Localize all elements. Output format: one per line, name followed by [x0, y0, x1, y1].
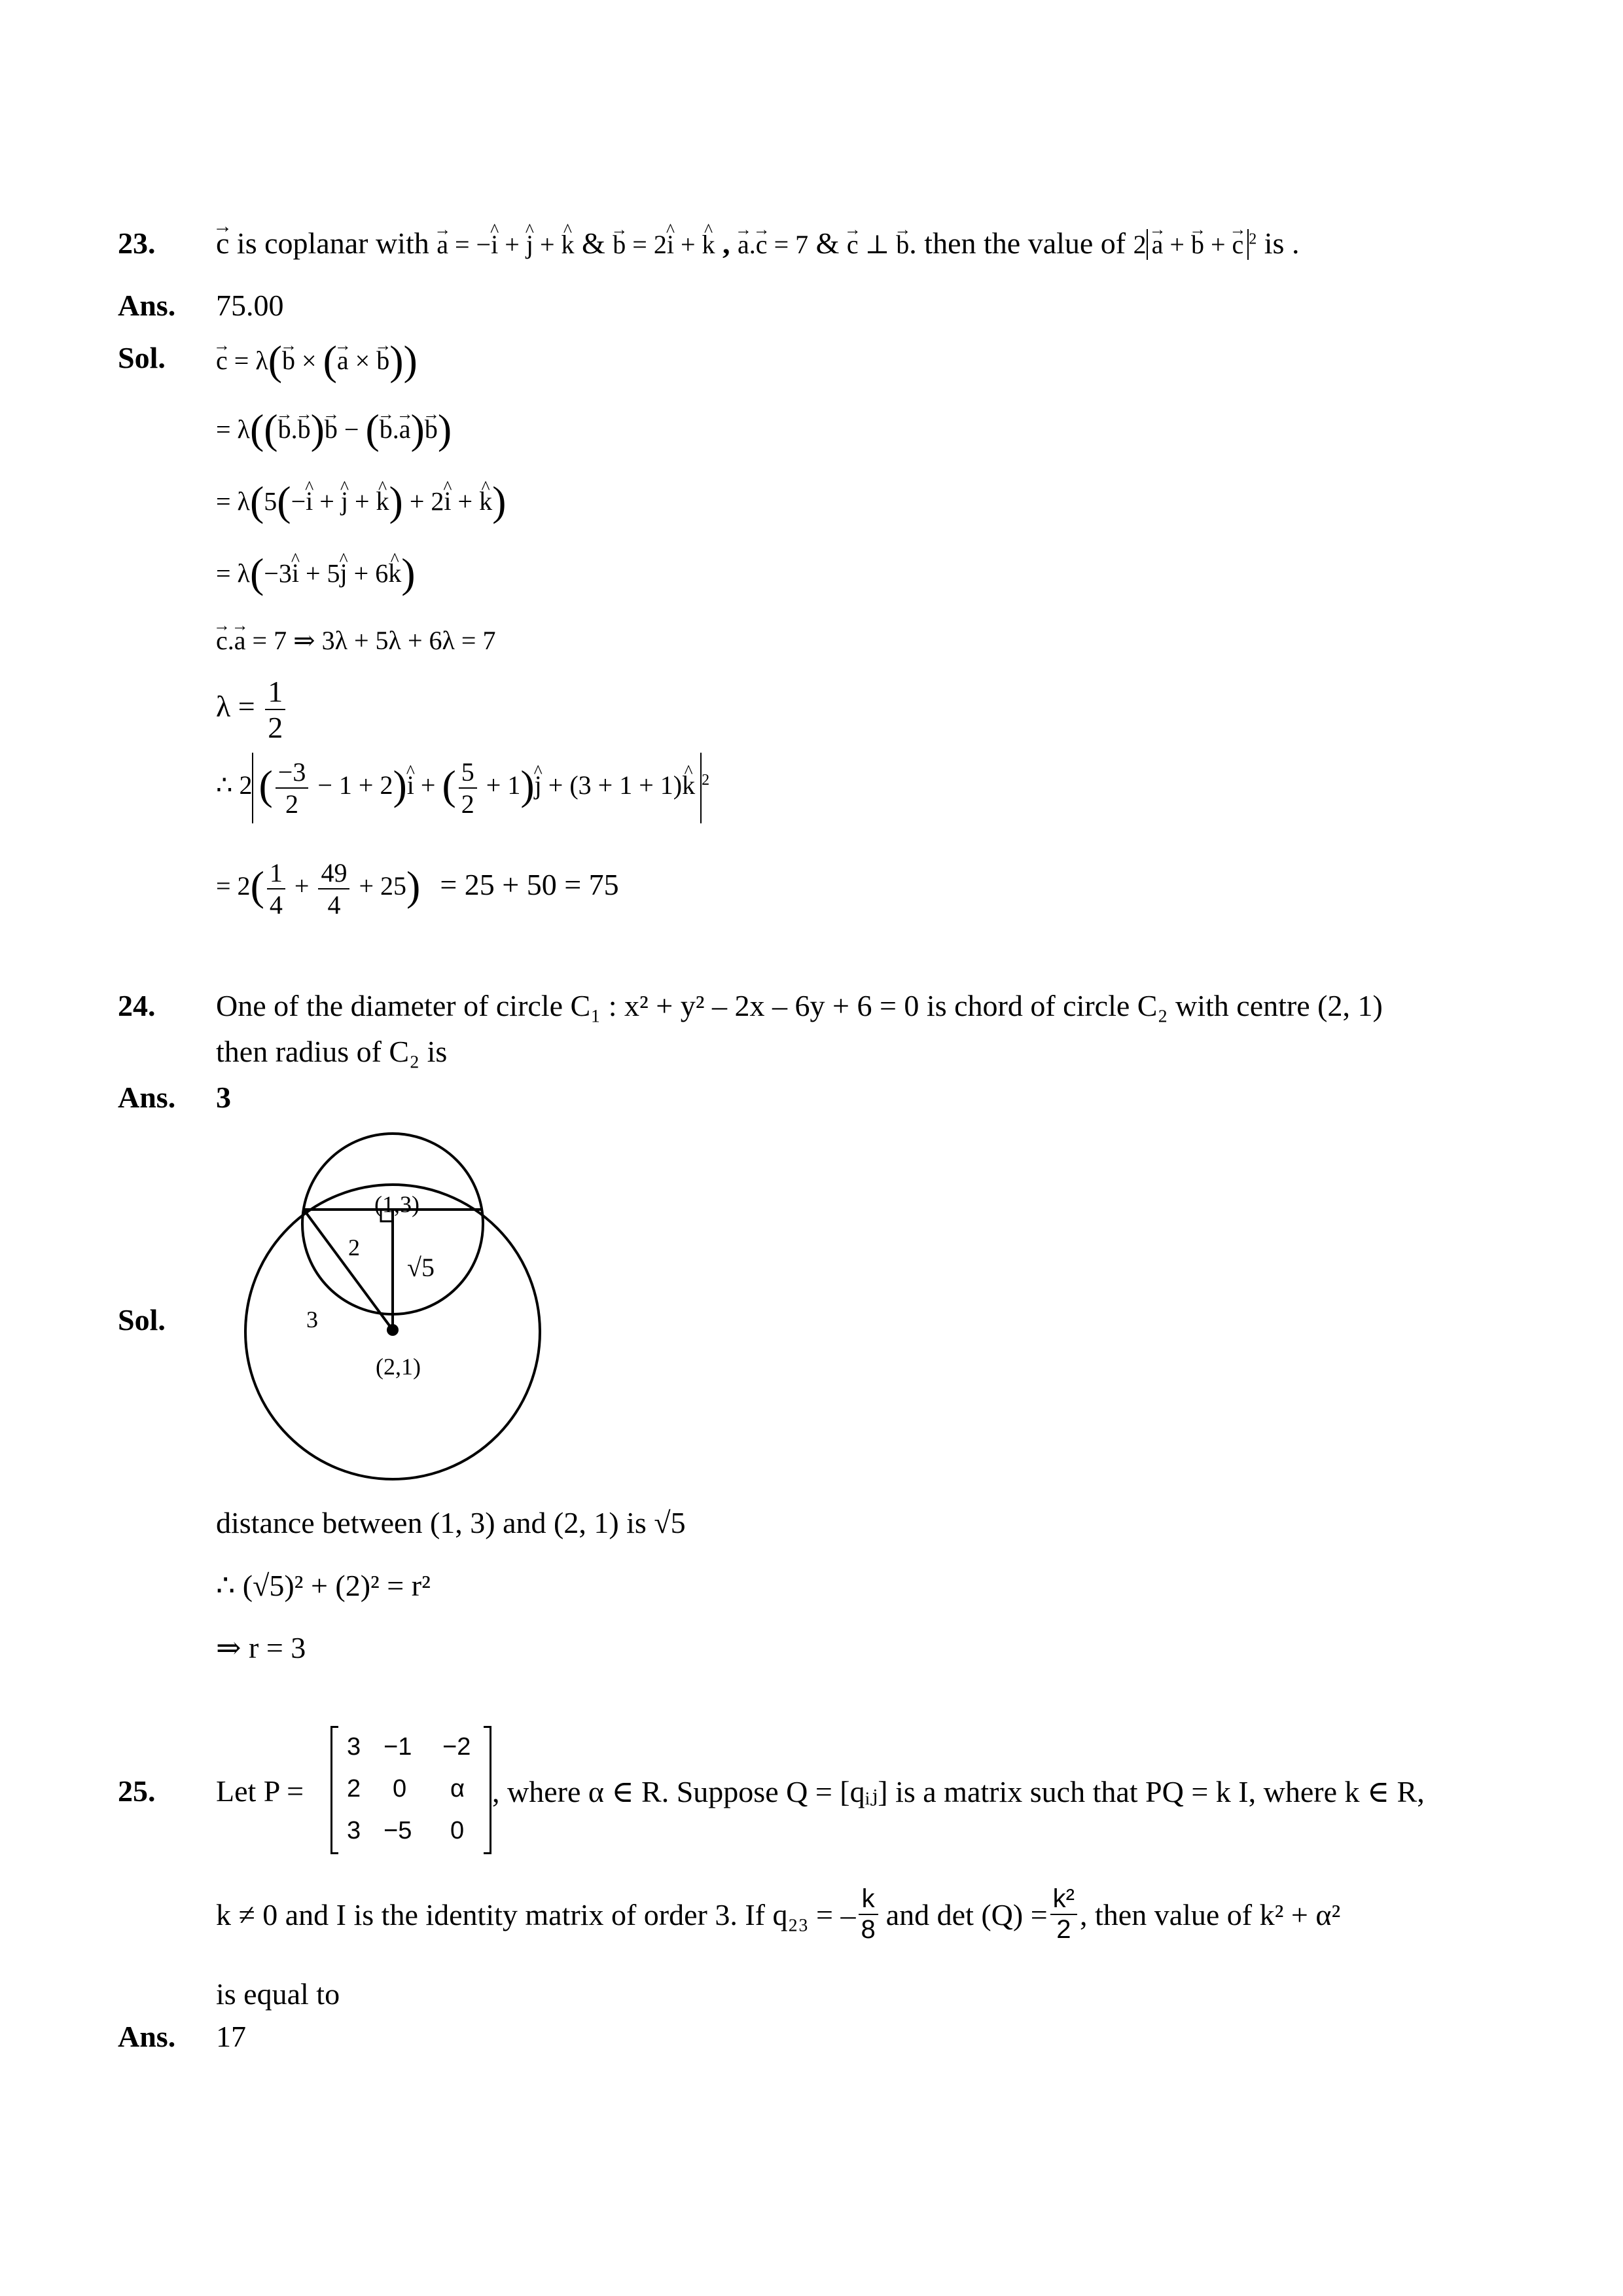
q25-line-2: [216, 1878, 1340, 1950]
q23-sol-step-3: = λ(5(−^ i + ^ j + ^ k) + 2^ i + ^ k): [216, 484, 506, 518]
matrix-cell: 0: [393, 1775, 407, 1803]
q24-sol-line-2: ∴ (√5)² + (2)² = r²: [216, 1569, 431, 1602]
frac-k-den: 8: [861, 1915, 876, 1944]
circle-diagram: [236, 1113, 550, 1538]
q25-let-p: Let P =: [216, 1774, 304, 1808]
q25-answer: 17: [216, 2020, 246, 2053]
q23-sol-step-4: = λ(−3^ i + 5^ j + 6^ k): [216, 556, 416, 590]
q23-sol-step-7: ∴ 2 ( $\frac{-3}{2}$ − 1 + 2)^ i + ( $\frac{5}{2}$ + 1)^ j + (3 + 1 + 1)^ k $^2$: [216, 753, 709, 823]
q25-line-2a: k ≠ 0 and I is the identity matrix of order 3. If q₂₃ = –: [216, 1897, 856, 1931]
matrix-cell: 3: [347, 1733, 361, 1761]
q23-sol-step-1: → c = λ(→ b × (→ a × → b)): [216, 344, 418, 377]
q23-sol-step-2: = λ((→ b.→ b)→ b − (→ b.→ a)→ b): [216, 412, 452, 446]
matrix-cell: 2: [347, 1775, 361, 1803]
q23-sol-step-5: → c.→ a = 7 ⇒ 3λ + 5λ + 6λ = 7: [216, 625, 495, 656]
q23-sol-label: Sol.: [118, 341, 166, 374]
matrix-cell: 0: [450, 1817, 465, 1844]
q23-number: 23.: [118, 226, 156, 260]
matrix-cell: −2: [442, 1733, 471, 1761]
lambda-numerator: 1: [265, 674, 285, 710]
q25-line-2c: , then value of k² + α²: [1080, 1897, 1341, 1931]
q23-question: → c is coplanar with → a = −^ i + ^ j + ^ k & → b = 2^ i + ^ k , → a.→ c = 7 & → c ⊥ → b. then the value of 2→ a + → b + → c $^2$ is .: [216, 226, 1299, 260]
q25-line-2b: and det (Q) =: [885, 1897, 1048, 1931]
centre-point: [387, 1324, 399, 1336]
frac-k2-den: 2: [1056, 1915, 1071, 1944]
q25-after-matrix: , where α ∈ R. Suppose Q = [qᵢⱼ] is a matrix such that PQ = k I, where k ∈ R,: [492, 1775, 1425, 1808]
q24-answer: 3: [216, 1081, 231, 1114]
q24-sol-line-1: distance between (1, 3) and (2, 1) is √5: [216, 1506, 686, 1539]
label-point: (1,3): [374, 1191, 419, 1217]
q23-answer: 75.00: [216, 289, 284, 322]
frac-k2-num: k²: [1050, 1884, 1077, 1915]
q23-sol-result: = 25 + 50 = 75: [440, 868, 619, 902]
q25-number: 25.: [118, 1774, 156, 1808]
matrix-cell: −5: [383, 1817, 412, 1844]
label-centre: (2,1): [376, 1354, 421, 1380]
q24-line-1: One of the diameter of circle C₁ : x² + y² – 2x – 6y + 6 = 0 is chord of circle C₂ with centre (2, 1): [216, 989, 1383, 1022]
q23-sol-step-8: = 2( $\frac{1}{4}$ + $\frac{49}{4}$ + 25) = 25 + 50 = 75: [216, 858, 619, 920]
q23-ans-label: Ans.: [118, 289, 176, 322]
q25-line-3: is equal to: [216, 1977, 340, 2011]
label-half-chord: 2: [348, 1234, 360, 1261]
matrix-p: [330, 1728, 491, 1852]
q24-ans-label: Ans.: [118, 1081, 176, 1114]
q25-ans-label: Ans.: [118, 2020, 176, 2053]
q24-sol-line-3: ⇒ r = 3: [216, 1631, 306, 1664]
q24-number: 24.: [118, 989, 156, 1022]
label-sqrt5: √5: [407, 1253, 435, 1282]
lambda-denominator: 2: [268, 711, 283, 744]
frac-k-num: k: [859, 1884, 878, 1915]
matrix-cell: −1: [383, 1733, 412, 1761]
label-radius: 3: [306, 1306, 318, 1333]
matrix-cell: α: [450, 1775, 465, 1803]
q24-line-2: then radius of C₂ is: [216, 1035, 448, 1068]
q24-sol-label: Sol.: [118, 1303, 166, 1336]
matrix-cell: 3: [347, 1817, 361, 1844]
q23-sol-lambda: λ = $\frac{1}{2}$: [216, 674, 288, 745]
